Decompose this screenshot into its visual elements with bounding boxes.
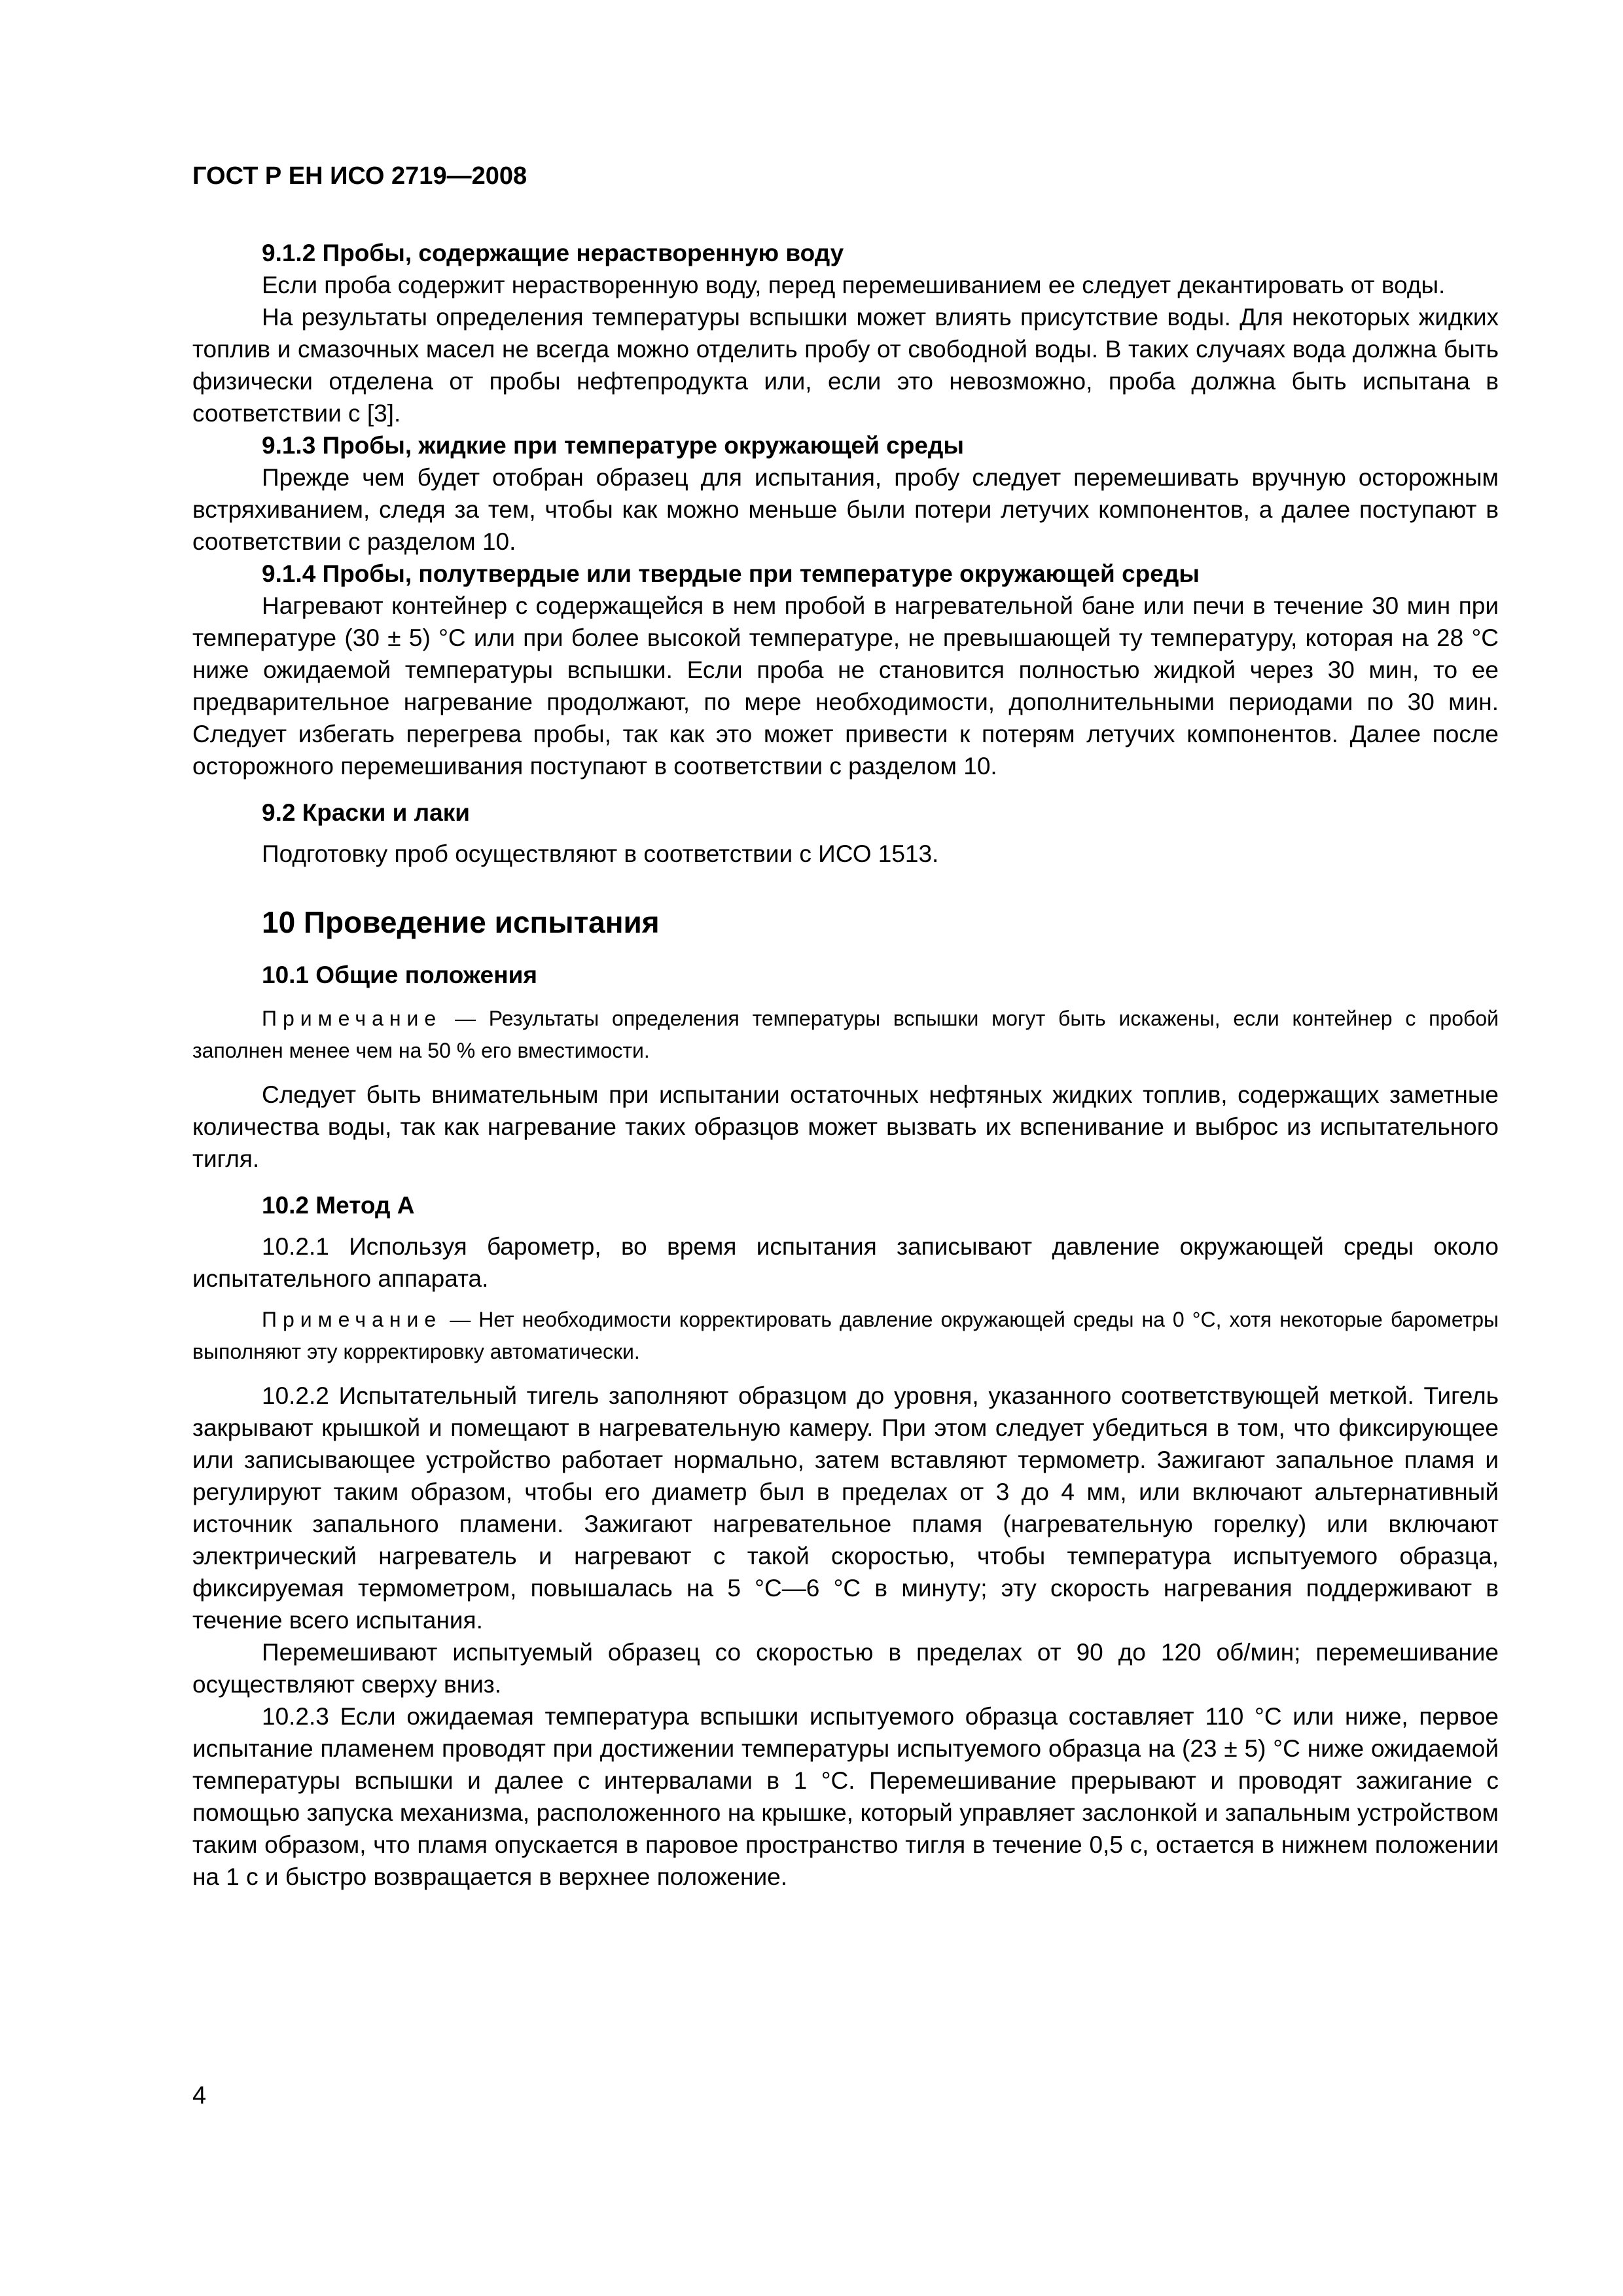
section-9-1-3-heading: 9.1.3 Пробы, жидкие при температуре окружающей среды [262, 432, 964, 459]
standard-designation: ГОСТ Р ЕН ИСО 2719—2008 [192, 162, 527, 190]
page-content [192, 237, 1499, 1893]
section-10-1-note [192, 1003, 1499, 1067]
note-text: — Нет необходимости корректировать давление окружающей среды на 0 °С, хотя некоторые барометры выполняют эту корректировку автоматически. [192, 1308, 1499, 1363]
section-9-1-3-paragraph-1: Прежде чем будет отобран образец для испытания, пробу следует перемешивать вручную осторожным встряхиванием, следя за тем, чтобы как можно меньше были потери летучих компонентов, а далее поступают в соответствии с разделом 10. [192, 464, 1499, 555]
note-text: — Результаты определения температуры вспышки могут быть искажены, если контейнер с пробой заполнен менее чем на 50 % его вместимости. [192, 1007, 1499, 1062]
section-10-1-paragraph-1: Следует быть внимательным при испытании остаточных нефтяных жидких топлив, содержащих заметные количества воды, так как нагревание таких образцов может вызвать их вспенивание и выброс из испытательного тигля. [192, 1081, 1499, 1172]
section-9-1-2-heading: 9.1.2 Пробы, содержащие нерастворенную воду [262, 240, 844, 266]
section-10-heading: 10 Проведение испытания [262, 905, 660, 939]
section-9-1-2-paragraph-1: Если проба содержит нерастворенную воду, перед перемешиванием ее следует декантировать от воды. [262, 272, 1446, 298]
section-9-2-heading: 9.2 Краски и лаки [262, 799, 470, 826]
section-9-2-paragraph-1: Подготовку проб осуществляют в соответствии с ИСО 1513. [262, 840, 939, 867]
note-label: Примечание [262, 1308, 442, 1331]
section-10-1-heading: 10.1 Общие положения [262, 961, 537, 988]
section-9-1-4-heading: 9.1.4 Пробы, полутвердые или твердые при температуре окружающей среды [262, 560, 1200, 587]
page-number: 4 [192, 2082, 207, 2109]
section-9-1-4-paragraph-1: Нагревают контейнер с содержащейся в нем пробой в нагревательной бане или печи в течение 30 мин при температуре (30 ± 5) °С или при более высокой температуре, не превышающей ту температуру, которая на 28 °С ниже ожидаемой температуры вспышки. Если проба не становится полностью жидкой через 30 мин, то ее предварительное нагревание продолжают, по мере необходимости, дополнительными периодами по 30 мин. Следует избегать перегрева пробы, так как это может привести к потерям летучих компонентов. Далее после осторожного перемешивания поступают в соответствии с разделом 10. [192, 592, 1499, 780]
section-10-2-1-paragraph: 10.2.1 Используя барометр, во время испытания записывают давление окружающей среды около испытательного аппарата. [192, 1233, 1499, 1292]
section-10-2-2-stirring-paragraph: Перемешивают испытуемый образец со скоростью в пределах от 90 до 120 об/мин; перемешивание осуществляют сверху вниз. [192, 1639, 1499, 1698]
section-10-2-heading: 10.2 Метод А [262, 1192, 415, 1219]
note-label: Примечание [262, 1007, 442, 1030]
section-10-2-note [192, 1304, 1499, 1368]
section-9-1-2-paragraph-2: На результаты определения температуры вспышки может влиять присутствие воды. Для некоторых жидких топлив и смазочных масел не всегда можно отделить пробу от свободной воды. В таких случаях вода должна быть физически отделена от пробы нефтепродукта или, если это невозможно, проба должна быть испытана в соответствии с [3]. [192, 304, 1499, 427]
section-10-2-2-paragraph: 10.2.2 Испытательный тигель заполняют образцом до уровня, указанного соответствующей меткой. Тигель закрывают крышкой и помещают в нагревательную камеру. При этом следует убедиться в том, что фиксирующее или записывающее устройство работает нормально, затем вставляют термометр. Зажигают запальное пламя и регулируют таким образом, чтобы его диаметр был в пределах от 3 до 4 мм, или включают альтернативный источник запального пламени. Зажигают нагревательное пламя (нагревательную горелку) или включают электрический нагреватель и нагревают с такой скоростью, чтобы температура испытуемого образца, фиксируемая термометром, повышалась на 5 °С—6 °С в минуту; эту скорость нагревания поддерживают в течение всего испытания. [192, 1382, 1499, 1634]
section-10-2-3-paragraph: 10.2.3 Если ожидаемая температура вспышки испытуемого образца составляет 110 °С или ниже, первое испытание пламенем проводят при достижении температуры испытуемого образца на (23 ± 5) °С ниже ожидаемой температуры вспышки и далее с интервалами в 1 °С. Перемешивание прерывают и проводят зажигание с помощью запуска механизма, расположенного на крышке, который управляет заслонкой и запальным устройством таким образом, что пламя опускается в паровое пространство тигля в течение 0,5 с, остается в нижнем положении на 1 с и быстро возвращается в верхнее положение. [192, 1703, 1499, 1890]
